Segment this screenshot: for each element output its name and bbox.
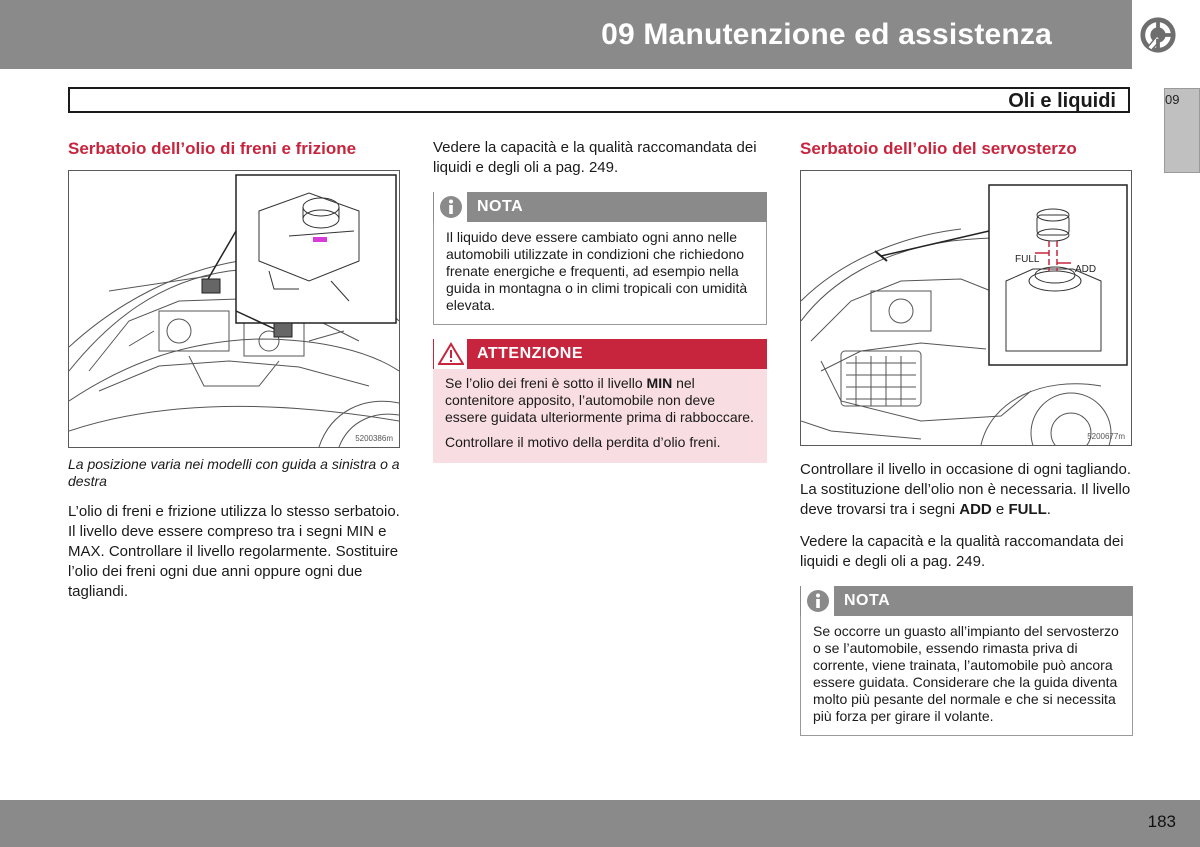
chapter-tab-label: 09 xyxy=(1165,92,1180,107)
label-add: ADD xyxy=(1075,264,1097,275)
figure-code: 5200386m xyxy=(355,434,393,443)
power-steering-figure xyxy=(800,170,1132,446)
page-number: 183 xyxy=(1147,812,1176,831)
capacity-reference: Vedere la capacità e la qualità raccomandata dei liquidi e degli oli a pag. 249. xyxy=(433,139,757,176)
footer-bar xyxy=(0,800,1200,847)
brake-reservoir-figure xyxy=(68,170,400,448)
capacity-reference: Vedere la capacità e la qualità raccomandata dei liquidi e degli oli a pag. 249. xyxy=(800,533,1124,570)
info-icon xyxy=(801,586,834,616)
note-box xyxy=(800,586,1133,736)
warning-body xyxy=(433,369,767,463)
note-text: Il liquido deve essere cambiato ogni anno nelle automobili utilizzate in condizioni che richiedono frenate energiche e frequenti, ad esempio nella guida in montagna o in climi tropicali con umidità elevata. xyxy=(446,229,748,313)
engine-bay-illustration xyxy=(69,171,399,447)
figure-caption: La posizione varia nei modelli con guida a sinistra o a destra xyxy=(68,456,400,489)
brake-fluid-heading: Serbatoio dell’olio di freni e frizione xyxy=(68,139,357,158)
engine-bay-illustration xyxy=(801,171,1131,445)
note-body xyxy=(433,222,767,325)
note-label: NOTA xyxy=(844,592,891,609)
warning-label: ATTENZIONE xyxy=(477,345,584,362)
brake-fluid-body: L’olio di freni e frizione utilizza lo stesso serbatoio. Il livello deve essere compreso tra i segni MIN e MAX. Controllare il livello regolarmente. Sostituire l’olio dei freni ogni due anni oppure ogni due tagliandi. xyxy=(68,503,400,600)
brake-fluid-notes xyxy=(433,138,767,463)
note-body xyxy=(800,616,1133,736)
warning-box xyxy=(433,339,767,463)
note-label: NOTA xyxy=(477,198,524,215)
note-text: Se occorre un guasto all’impianto del servosterzo o se l’automobile, essendo rimasta priva di corrente, viene trainata, l’automobile può ancora essere guidata. Considerare che la guida diventa molto più pesante del normale e che si necessita più forza per girare il volante. xyxy=(813,623,1119,724)
wrench-gear-icon xyxy=(1139,16,1177,54)
power-steering-heading: Serbatoio dell’olio del servosterzo xyxy=(800,139,1077,158)
chapter-header-bar xyxy=(0,0,1132,69)
note-box xyxy=(433,192,767,325)
brake-fluid-section xyxy=(68,138,400,602)
warning-triangle-icon xyxy=(434,339,467,369)
power-steering-section xyxy=(800,138,1133,736)
warning-text-1: Se l’olio dei freni è sotto il livello MIN nel contenitore apposito, l’automobile non deve essere guidata ulteriormente prima di rabboccare. xyxy=(445,375,754,425)
info-icon xyxy=(434,192,467,222)
section-title-bar xyxy=(68,87,1130,113)
power-steering-body: Controllare il livello in occasione di ogni tagliando. La sostituzione dell’olio non è necessaria. Il livello deve trovarsi tra i segni ADD e FULL. xyxy=(800,461,1132,518)
warning-header xyxy=(433,339,767,369)
chapter-title: 09 Manutenzione ed assistenza xyxy=(601,18,1052,51)
figure-code: 5200677m xyxy=(1087,432,1125,441)
label-full: FULL xyxy=(1015,254,1040,265)
note-header xyxy=(433,192,767,222)
note-header xyxy=(800,586,1133,616)
warning-text-2: Controllare il motivo della perdita d’olio freni. xyxy=(445,434,721,450)
section-title: Oli e liquidi xyxy=(1008,90,1116,112)
